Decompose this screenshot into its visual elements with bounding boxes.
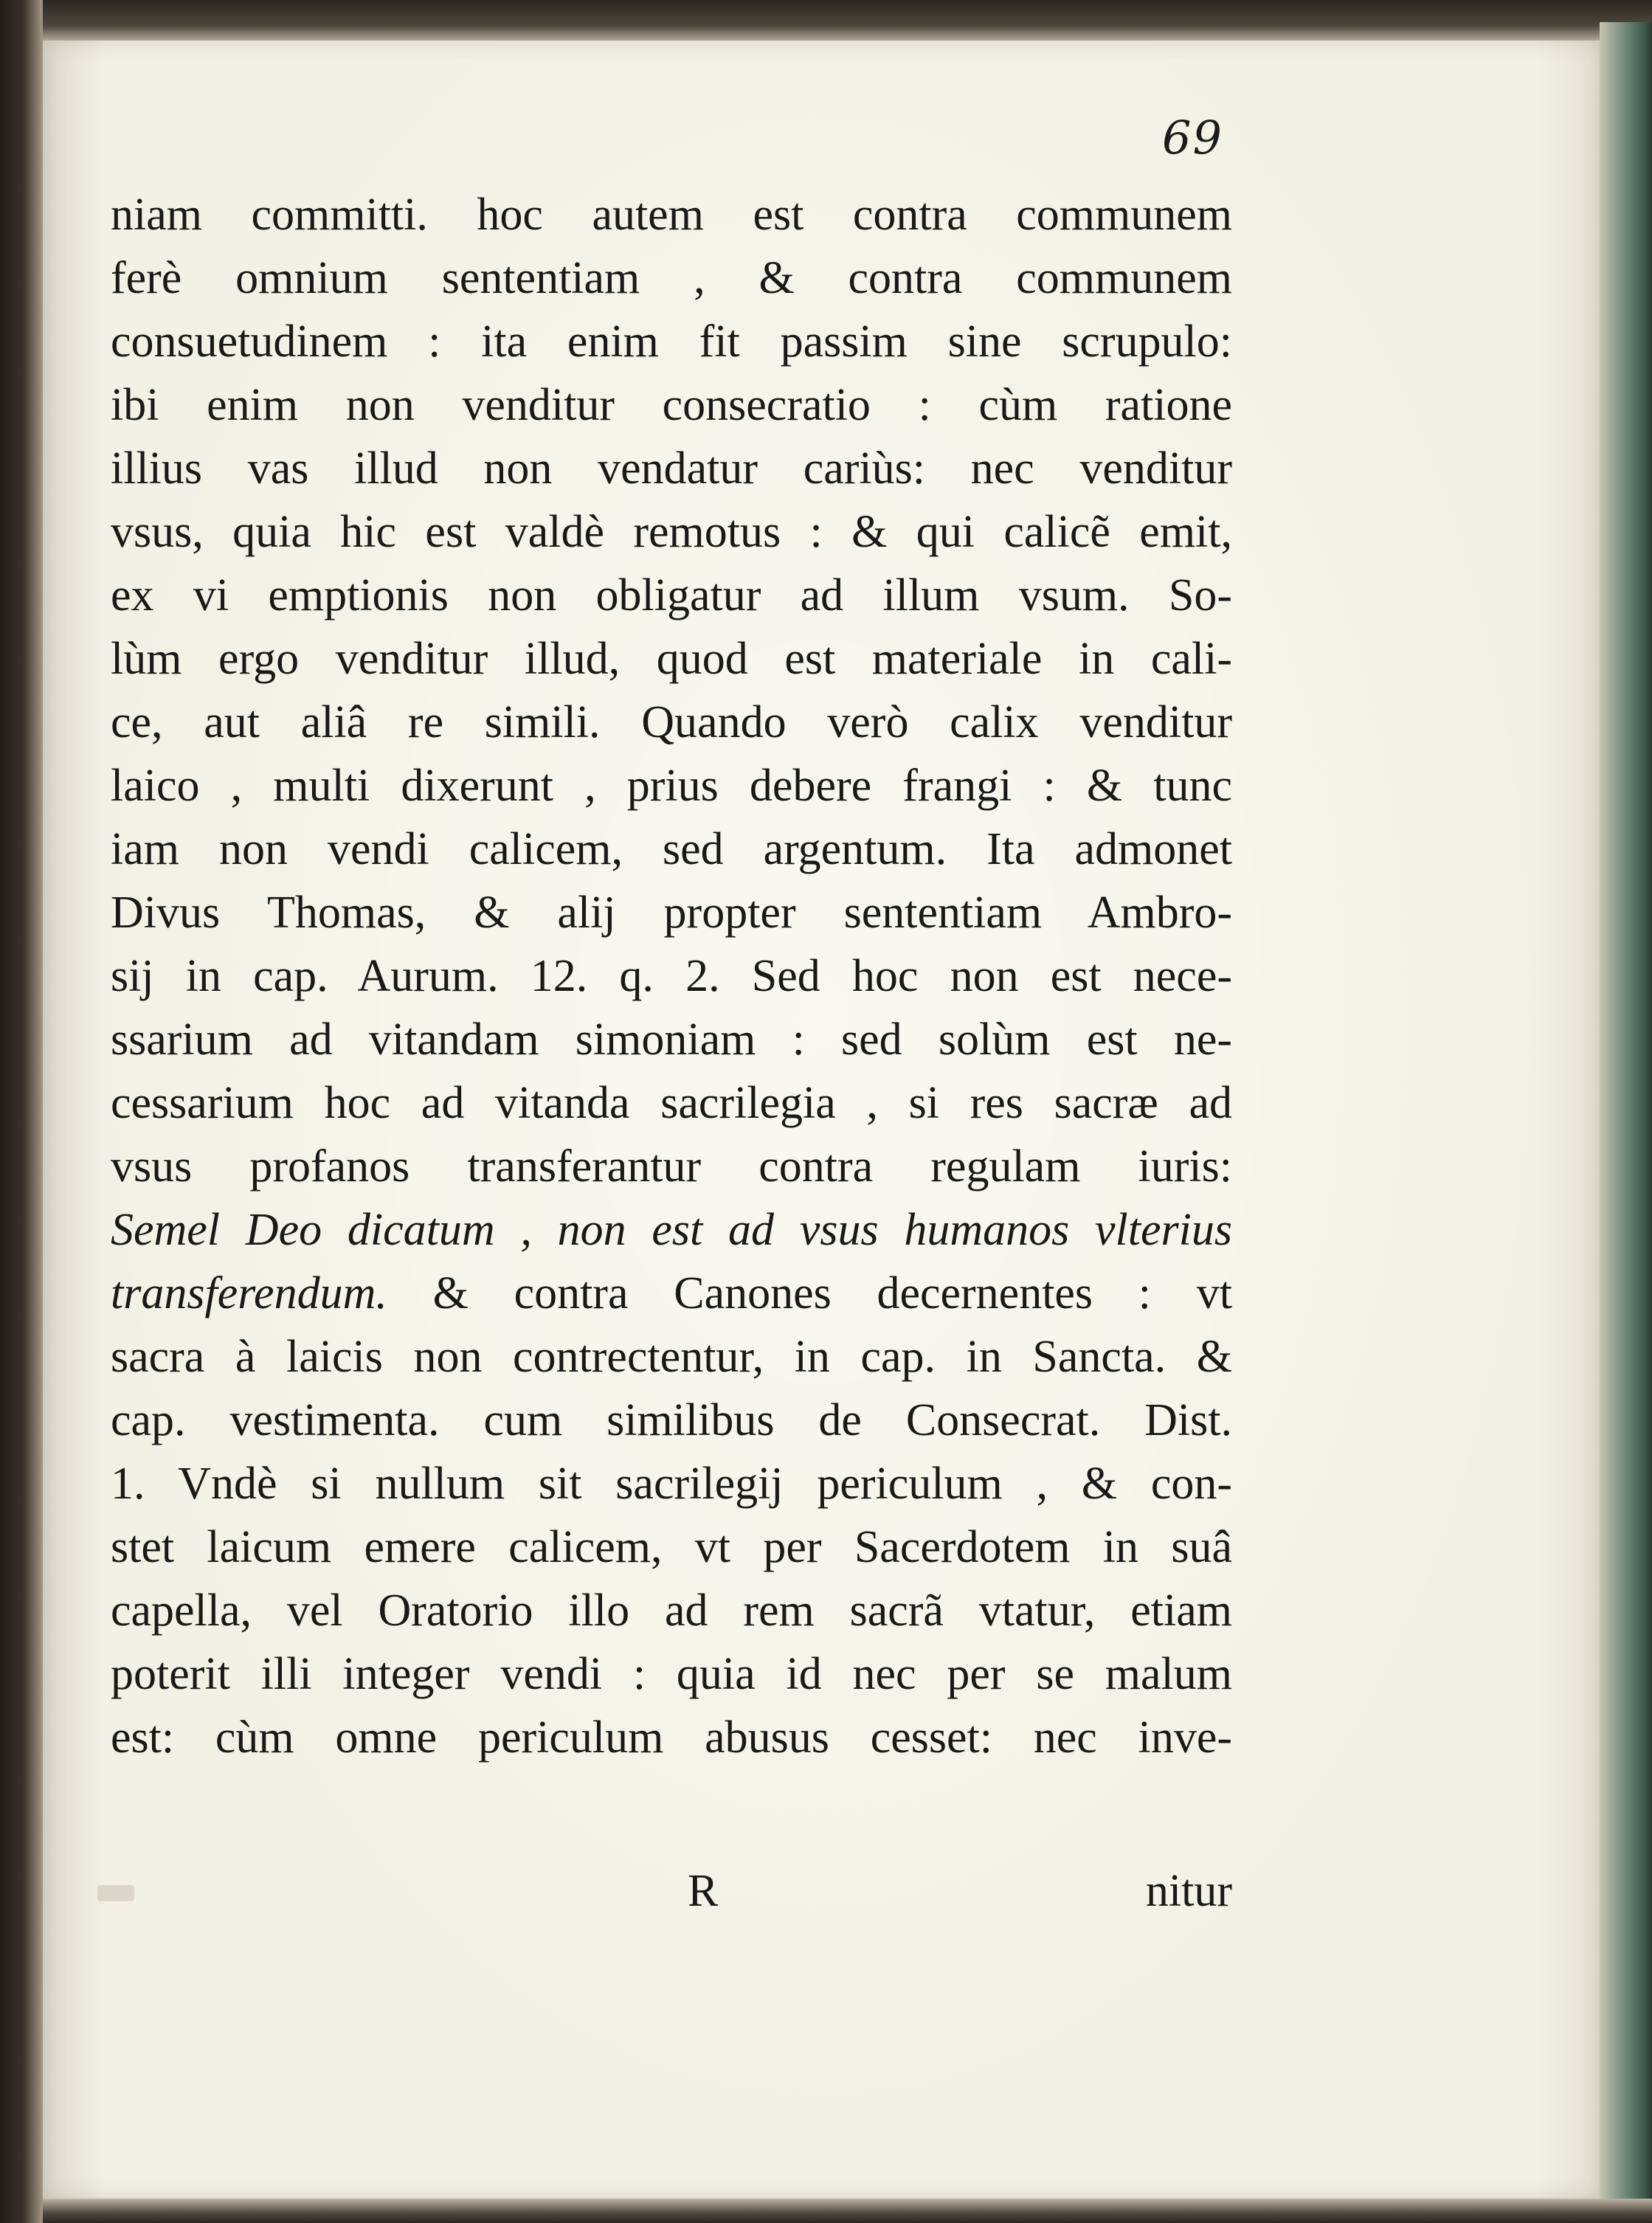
text-line: sacra à laicis non contrectentur, in cap. in Sancta. & <box>111 1332 1232 1382</box>
text-line: stet laicum emere calicem, vt per Sacerdotem in suâ <box>111 1522 1232 1572</box>
text-line: iam non vendi calicem, sed argentum. Ita admonet <box>111 824 1232 874</box>
text-line: Semel Deo dicatum , non est ad vsus humanos vlterius <box>111 1205 1232 1255</box>
text-line: transferendum. & contra Canones decernentes : vt <box>111 1268 1232 1318</box>
text-line: ibi enim non venditur consecratio : cùm ratione <box>111 380 1232 430</box>
text-line: 1. Vndè si nullum sit sacrilegij periculum , & con- <box>111 1459 1232 1509</box>
text-line: consuetudinem : ita enim fit passim sine scrupulo: <box>111 317 1232 367</box>
page-footer <box>111 1859 1232 1923</box>
scan-bottom-edge <box>43 2199 1652 2223</box>
signature-mark: R <box>688 1866 719 1916</box>
page-number: 69 <box>1162 111 1223 165</box>
text-line: niam committi. hoc autem est contra communem <box>111 190 1232 240</box>
text-line: sij in cap. Aurum. 12. q. 2. Sed hoc non est nece- <box>111 951 1232 1001</box>
text-line: laico , multi dixerunt , prius debere frangi : & tunc <box>111 761 1232 811</box>
text-line: lùm ergo venditur illud, quod est materiale in cali- <box>111 634 1232 684</box>
book-fore-edge <box>1600 22 1652 2206</box>
text-line: ferè omnium sententiam , & contra communem <box>111 253 1232 303</box>
text-line: vsus profanos transferantur contra regulam iuris: <box>111 1141 1232 1192</box>
text-line: vsus, quia hic est valdè remotus : & qui calicẽ emit, <box>111 507 1232 557</box>
italic-segment: transferendum. <box>111 1268 387 1318</box>
text-line: cap. vestimenta. cum similibus de Consecrat. Dist. <box>111 1395 1232 1445</box>
text-line: est: cùm omne periculum abusus cesset: nec inve- <box>111 1712 1232 1763</box>
text-line: ssarium ad vitandam simoniam : sed solùm est ne- <box>111 1014 1232 1065</box>
text-line: illius vas illud non vendatur cariùs: nec venditur <box>111 443 1232 494</box>
text-line: ce, aut aliâ re simili. Quando verò calix venditur <box>111 697 1232 747</box>
text-line: cessarium hoc ad vitanda sacrilegia , si res sacræ ad <box>111 1078 1232 1128</box>
body-text <box>111 183 1232 1769</box>
catchword: nitur <box>1145 1866 1232 1916</box>
text-line: ex vi emptionis non obligatur ad illum vsum. So- <box>111 570 1232 620</box>
text-line: capella, vel Oratorio illo ad rem sacrã vtatur, etiam <box>111 1586 1232 1636</box>
text-line: poterit illi integer vendi : quia id nec per se malum <box>111 1649 1232 1699</box>
text-line: Divus Thomas, & alij propter sententiam Ambro- <box>111 888 1232 938</box>
scan-top-edge <box>43 0 1652 43</box>
